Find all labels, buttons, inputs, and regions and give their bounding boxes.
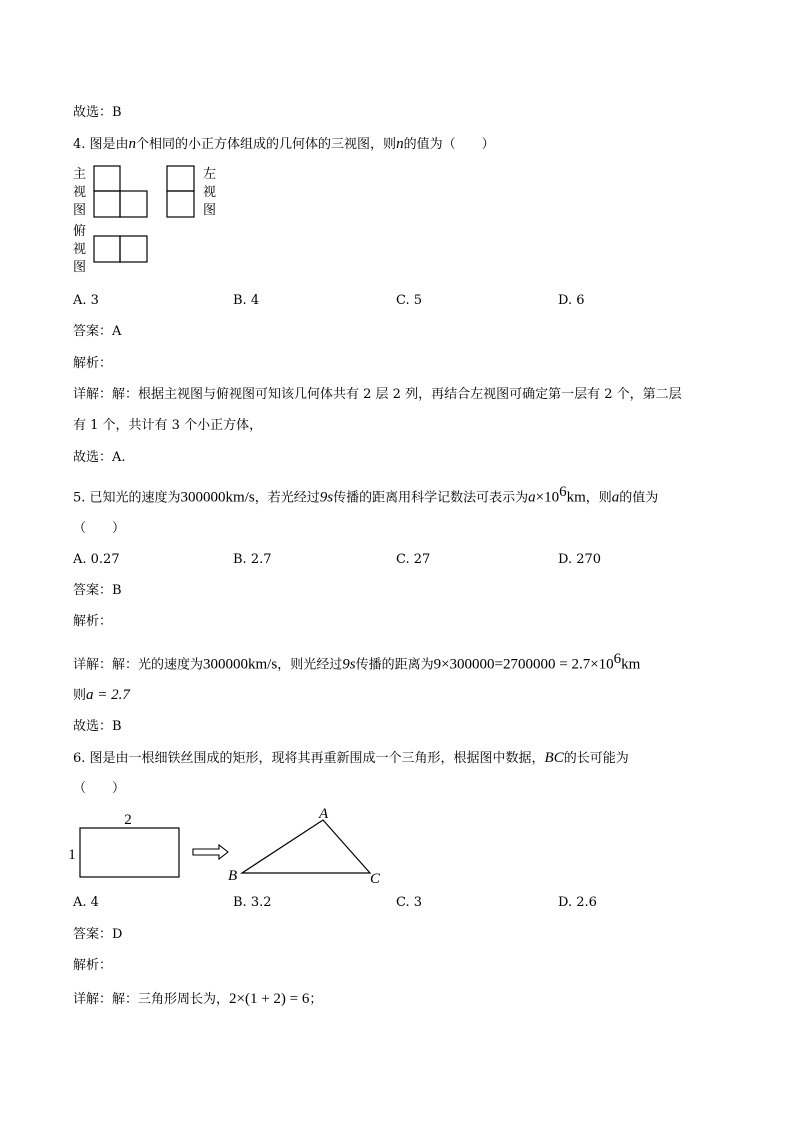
q5-analysis: 解析：: [73, 614, 113, 629]
rect-top-label: 2: [124, 812, 132, 828]
q5-detail: 详解：解：光的速度为300000km/s，则光经过9s传播的距离为$9\times 300000=2700000 = 2.7\times 10^6km$: [73, 651, 641, 673]
q3-choice: 故选：B: [73, 105, 122, 120]
q6-stem: 6. 图是由一根细铁丝围成的矩形，现将其再重新围成一个三角形，根据图中数据，BC的长可能为: [73, 750, 629, 766]
rect-side-label: 1: [68, 847, 76, 863]
q4-stem: 4. 图是由n个相同的小正方体组成的几何体的三视图，则n的值为（ ）: [73, 136, 495, 152]
vertex-c-label: C: [370, 871, 381, 887]
q5-paren: （ ）: [73, 521, 126, 536]
q6-detail: 详解：解：三角形周长为，2×(1 + 2) = 6；: [73, 991, 323, 1007]
vertex-a-label: A: [319, 806, 329, 822]
triangle: [242, 820, 370, 873]
q5-then: 则a = 2.7: [73, 687, 130, 703]
q4-answer: 答案：A: [73, 324, 122, 339]
q4-analysis: 解析：: [73, 356, 113, 371]
q6-answer: 答案：D: [73, 927, 123, 942]
q5-answer: 答案：B: [73, 583, 122, 598]
q6-analysis: 解析：: [73, 958, 113, 973]
double-arrow-icon: [193, 845, 228, 859]
q5-choice: 故选：B: [73, 719, 122, 734]
q4-detail-2: 有 1 个，共计有 3 个小正方体，: [73, 418, 263, 433]
q5-stem: 5. 已知光的速度为300000km/s，若光经过9s传播的距离用科学记数法可表示为$a\times 10^6km$，则a的值为: [73, 484, 659, 506]
q6-paren: （ ）: [73, 781, 126, 796]
q4-choice: 故选：A.: [73, 450, 126, 465]
vertex-b-label: B: [228, 868, 238, 884]
wire-rectangle: [80, 828, 179, 877]
q4-detail-1: 详解：解：根据主视图与俯视图可知该几何体共有 2 层 2 列，再结合左视图可确定第一层有 2 个，第二层: [73, 387, 682, 402]
